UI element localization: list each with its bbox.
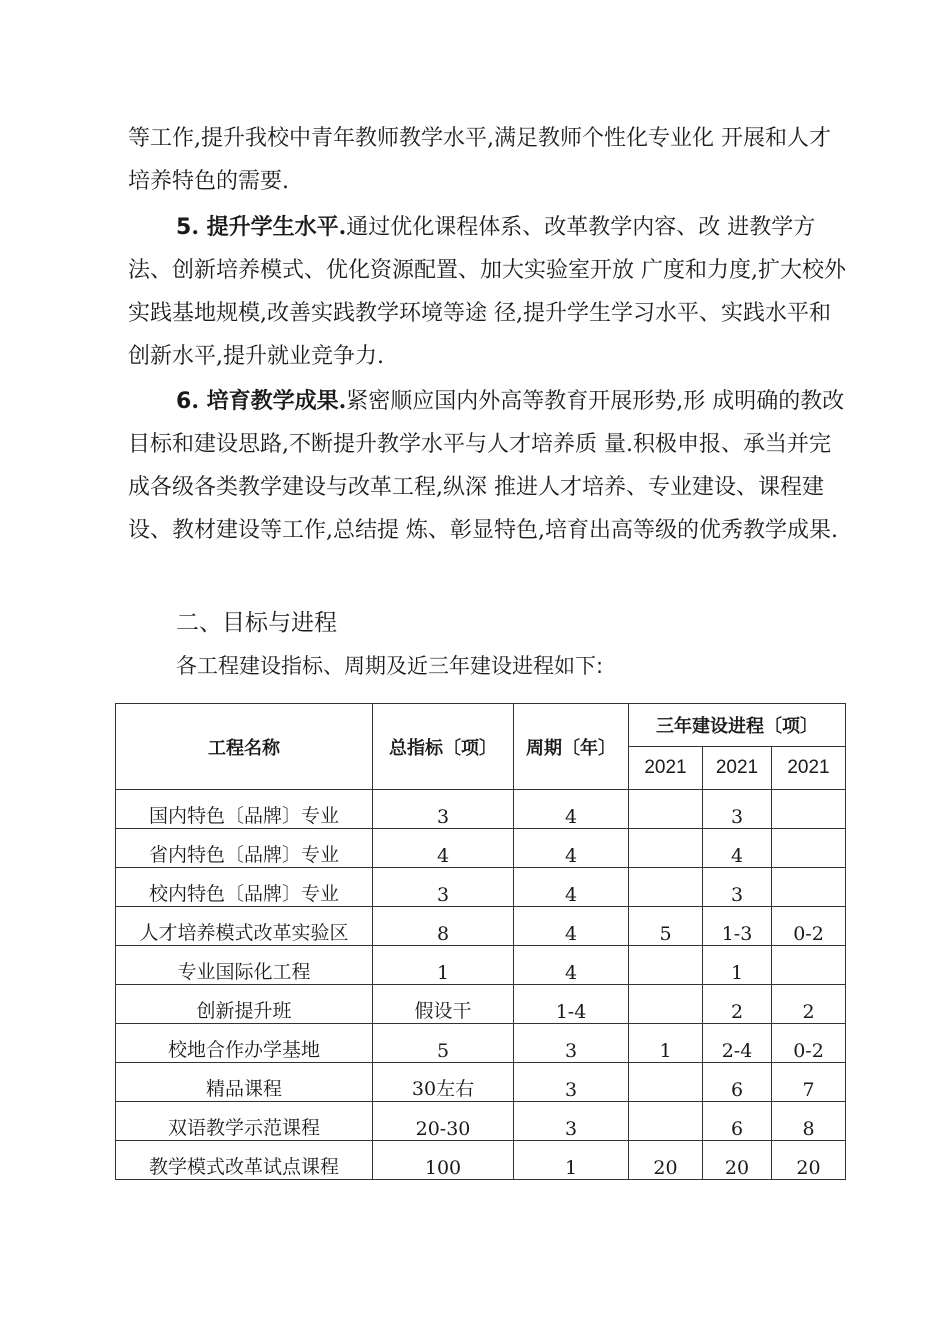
cell-total: 假设干 [373,985,514,1024]
header-three-year-progress: 三年建设进程〔项〕 [629,704,846,747]
table-row [116,868,846,907]
paragraph-teacher-development [128,117,848,203]
cell-total: 30左右 [373,1063,514,1102]
cell-year-3: 7 [772,1063,846,1102]
paragraph-text: 等工作,提升我校中青年教师教学水平,满足教师个性化专业化 开展和人才培养特色的需要. [128,126,831,194]
header-total-target: 总指标〔项〕 [373,704,514,790]
cell-name: 省内特色〔品牌〕专业 [116,829,373,868]
cell-period: 3 [514,1102,629,1141]
table-row [116,829,846,868]
table-row [116,790,846,829]
table-row [116,985,846,1024]
cell-name: 创新提升班 [116,985,373,1024]
header-period: 周期〔年〕 [514,704,629,790]
header-project-name: 工程名称 [116,704,373,790]
cell-total: 100 [373,1141,514,1180]
cell-period: 1-4 [514,985,629,1024]
cell-period: 4 [514,868,629,907]
table-row [116,1102,846,1141]
cell-year-3: 20 [772,1141,846,1180]
cell-year-2: 20 [703,1141,772,1180]
table-row [116,907,846,946]
cell-year-3: 0-2 [772,1024,846,1063]
cell-period: 3 [514,1024,629,1063]
table-row [116,946,846,985]
cell-name: 国内特色〔品牌〕专业 [116,790,373,829]
cell-year-2: 2 [703,985,772,1024]
cell-name: 人才培养模式改革实验区 [116,907,373,946]
item-number: 5 [176,215,192,240]
cell-total: 4 [373,829,514,868]
cell-year-3 [772,868,846,907]
header-year-3: 2021 [772,747,846,790]
cell-year-3: 8 [772,1102,846,1141]
paragraph-text: 紧密顺应国内外高等教育开展形势,形 成明确的教改目标和建设思路,不断提升教学水平与人才培养质 量.积极申报、承当并完成各级各类教学建设与改革工程,纵深 推进人才培养、专业建设、课程建设、教材建设等工作,总结提 炼、彰显特色,培育出高等级的优秀教学成果. [128,389,845,543]
cell-name: 教学模式改革试点课程 [116,1141,373,1180]
cell-year-3 [772,946,846,985]
cell-name: 校内特色〔品牌〕专业 [116,868,373,907]
item-title: . 提升学生水平. [191,214,347,240]
cell-total: 1 [373,946,514,985]
cell-period: 3 [514,1063,629,1102]
cell-year-2: 4 [703,829,772,868]
cell-year-1 [629,1063,703,1102]
cell-year-2: 6 [703,1102,772,1141]
cell-year-1 [629,946,703,985]
project-table [115,703,846,1180]
cell-total: 20-30 [373,1102,514,1141]
section-intro: 各工程建设指标、周期及近三年建设进程如下: [176,654,604,678]
cell-total: 5 [373,1024,514,1063]
paragraph-text: 通过优化课程体系、改革教学内容、改 进教学方法、创新培养模式、优化资源配置、加大实验室开放 广度和力度,扩大校外实践基地规模,改善实践教学环境等途 径,提升学生学习水平、实践水平和创新水平,提升就业竞争力. [128,215,846,369]
cell-name: 双语教学示范课程 [116,1102,373,1141]
table-header-row [116,704,846,747]
cell-name: 校地合作办学基地 [116,1024,373,1063]
cell-total: 3 [373,868,514,907]
cell-year-2: 6 [703,1063,772,1102]
cell-year-2: 1 [703,946,772,985]
cell-year-2: 2-4 [703,1024,772,1063]
cell-name: 专业国际化工程 [116,946,373,985]
cell-period: 4 [514,790,629,829]
cell-period: 4 [514,907,629,946]
cell-period: 4 [514,946,629,985]
cell-year-1 [629,829,703,868]
item-title: . 培育教学成果. [191,388,347,414]
table-row [116,1024,846,1063]
paragraph-teaching-results [128,380,848,552]
cell-year-1: 1 [629,1024,703,1063]
cell-year-3: 2 [772,985,846,1024]
cell-year-1 [629,868,703,907]
cell-total: 3 [373,790,514,829]
cell-year-3: 0-2 [772,907,846,946]
cell-year-2: 1-3 [703,907,772,946]
cell-year-1 [629,985,703,1024]
table-row [116,1141,846,1180]
cell-year-1: 20 [629,1141,703,1180]
cell-year-1 [629,1102,703,1141]
cell-period: 4 [514,829,629,868]
cell-name: 精品课程 [116,1063,373,1102]
cell-total: 8 [373,907,514,946]
cell-year-3 [772,829,846,868]
header-year-2: 2021 [703,747,772,790]
paragraph-student-level [128,206,848,378]
cell-year-2: 3 [703,790,772,829]
cell-period: 1 [514,1141,629,1180]
table-row [116,1063,846,1102]
cell-year-2: 3 [703,868,772,907]
cell-year-1 [629,790,703,829]
item-number: 6 [176,389,192,414]
section-heading: 二、目标与进程 [176,610,337,636]
cell-year-3 [772,790,846,829]
cell-year-1: 5 [629,907,703,946]
header-year-1: 2021 [629,747,703,790]
